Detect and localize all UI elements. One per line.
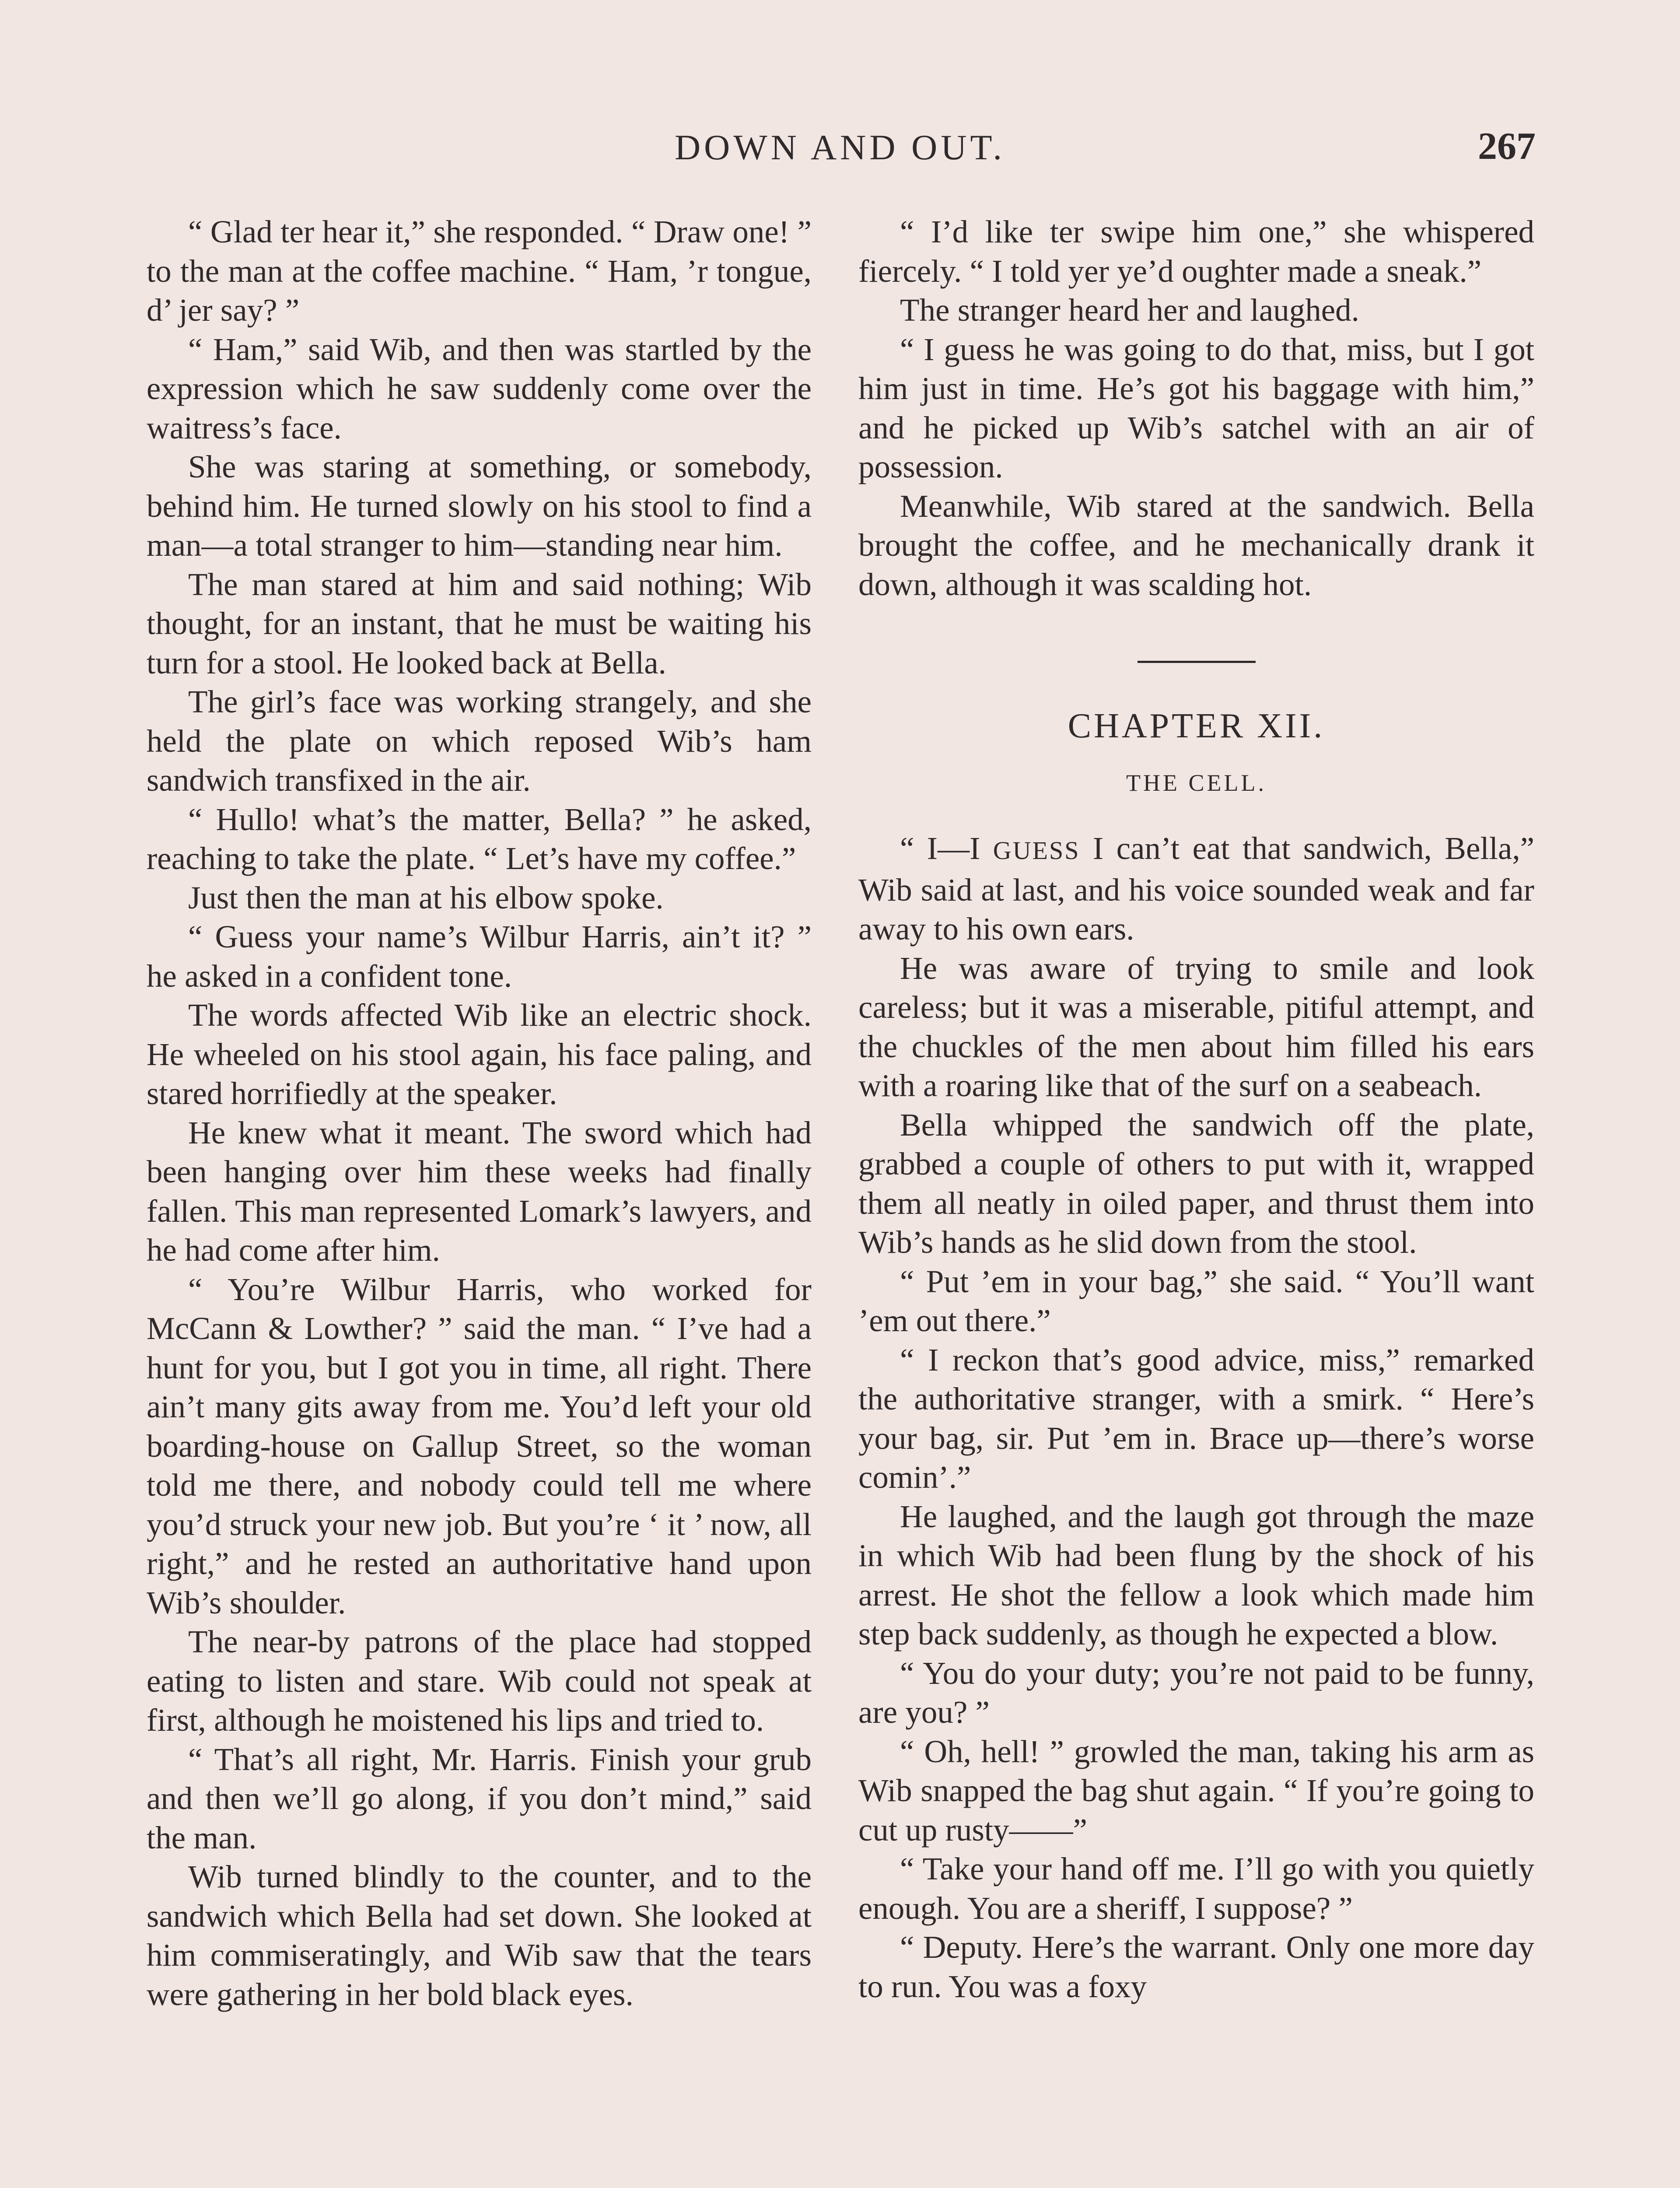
paragraph: “ Deputy. Here’s the warrant. Only one more day to run. You was a foxy — [858, 1929, 1534, 2004]
opening-smallcaps: GUESS — [993, 836, 1080, 865]
paragraph: “ I’d like ter swipe him one,” she whispered fiercely. “ I told yer ye’d oughter made a sneak.” — [858, 214, 1534, 289]
paragraph: He laughed, and the laugh got through the maze in which Wib had been flung by the shock of his arrest. He shot the fellow a look which made him step back suddenly, as though he expected a blow. — [858, 1498, 1534, 1652]
paragraph: Meanwhile, Wib stared at the sandwich. Bella brought the coffee, and he mechanically drank it down, although it was scalding hot. — [858, 488, 1534, 602]
paragraph: Just then the man at his elbow spoke. — [188, 880, 664, 915]
paragraph: He knew what it meant. The sword which had been hanging over him these weeks had finally fallen. This man represented Lomark’s lawyers, and he had come after him. — [147, 1115, 812, 1268]
paragraph: “ Take your hand off me. I’ll go with you quietly enough. You are a sheriff, I suppose? ” — [858, 1851, 1534, 1926]
paragraph: “ Guess your name’s Wilbur Harris, ain’t it? ” he asked in a confident tone. — [147, 919, 812, 994]
chapter-title: CHAPTER XII. — [1068, 707, 1325, 745]
paragraph: Wib turned blindly to the counter, and to the sandwich which Bella had set down. She looked at him commiseratingly, and Wib saw that the tears were gathering in her bold black eyes. — [147, 1859, 812, 2012]
paragraph: The near-by patrons of the place had stopped eating to listen and stare. Wib could not speak at first, although he moistened his lips and tried to. — [147, 1624, 812, 1738]
paragraph: “ That’s all right, Mr. Harris. Finish your grub and then we’ll go along, if you don’t mind,” said the man. — [147, 1741, 812, 1855]
paragraph: “ I reckon that’s good advice, miss,” remarked the authoritative stranger, with a smirk. “ Here’s your bag, sir. Put ’em in. Brace up—there’s worse comin’.” — [858, 1342, 1534, 1495]
section-divider — [1138, 661, 1256, 663]
opening-text: “ I—I — [900, 831, 993, 866]
running-title: DOWN AND OUT. — [674, 127, 1006, 167]
paragraph: “ Hullo! what’s the matter, Bella? ” he asked, reaching to take the plate. “ Let’s have my coffee.” — [147, 801, 812, 876]
page-header — [144, 127, 1536, 179]
right-column — [858, 212, 1534, 2006]
paragraph: “ Put ’em in your bag,” she said. “ You’ll want ’em out there.” — [858, 1263, 1534, 1338]
page-number: 267 — [1478, 125, 1536, 168]
paragraph: She was staring at something, or somebody, behind him. He turned slowly on his stool to find a man—a total stranger to him—standing near him. — [147, 449, 812, 563]
chapter-subtitle: THE CELL. — [1126, 769, 1267, 796]
paragraph: The words affected Wib like an electric shock. He wheeled on his stool again, his face paling, and stared horrifiedly at the speaker. — [147, 997, 812, 1111]
paragraph: The stranger heard her and laughed. — [900, 292, 1359, 328]
paragraph: The man stared at him and said nothing; Wib thought, for an instant, that he must be waiting his turn for a stool. He looked back at Bella. — [147, 566, 812, 680]
paragraph: “ I guess he was going to do that, miss, but I got him just in time. He’s got his baggage with him,” and he picked up Wib’s satchel with an air of possession. — [858, 331, 1534, 484]
paragraph: Bella whipped the sandwich off the plate, grabbed a couple of others to put with it, wrapped them all neatly in oiled paper, and thrust them into Wib’s hands as he slid down from the stool. — [858, 1107, 1534, 1260]
paragraph: “ You do your duty; you’re not paid to be funny, are you? ” — [858, 1655, 1534, 1730]
paragraph: “ Ham,” said Wib, and then was startled by the expression which he saw suddenly come over the waitress’s face. — [147, 331, 812, 445]
paragraph: He was aware of trying to smile and look careless; but it was a miserable, pitiful attempt, and the chuckles of the men about him filled his ears with a roaring like that of the surf on a seabeach. — [858, 950, 1534, 1103]
left-column — [147, 212, 812, 2014]
paragraph: “ Oh, hell! ” growled the man, taking his arm as Wib snapped the bag shut again. “ If you’re going to cut up rusty——” — [858, 1733, 1534, 1848]
opening-rest: I can’t eat that sandwich, Bella,” Wib said at last, and his voice sounded weak and far away to his own ears. — [858, 831, 1534, 947]
paragraph: “ You’re Wilbur Harris, who worked for McCann & Lowther? ” said the man. “ I’ve had a hunt for you, but I got you in time, all right. There ain’t many gits away from me. You’d left your old boarding-house on Gallup Street, so the woman told me there, and nobody could tell me where you’d struck your new job. But you’re ‘ it ’ now, all right,” and he rested an authoritative hand upon Wib’s shoulder. — [147, 1271, 812, 1620]
chapter-opening-paragraph — [858, 829, 1534, 949]
paragraph: “ Glad ter hear it,” she responded. “ Draw one! ” to the man at the coffee machine. “ Ham, ’r tongue, d’ jer say? ” — [147, 214, 812, 328]
paragraph: The girl’s face was working strangely, and she held the plate on which reposed Wib’s ham sandwich transfixed in the air. — [147, 684, 812, 798]
